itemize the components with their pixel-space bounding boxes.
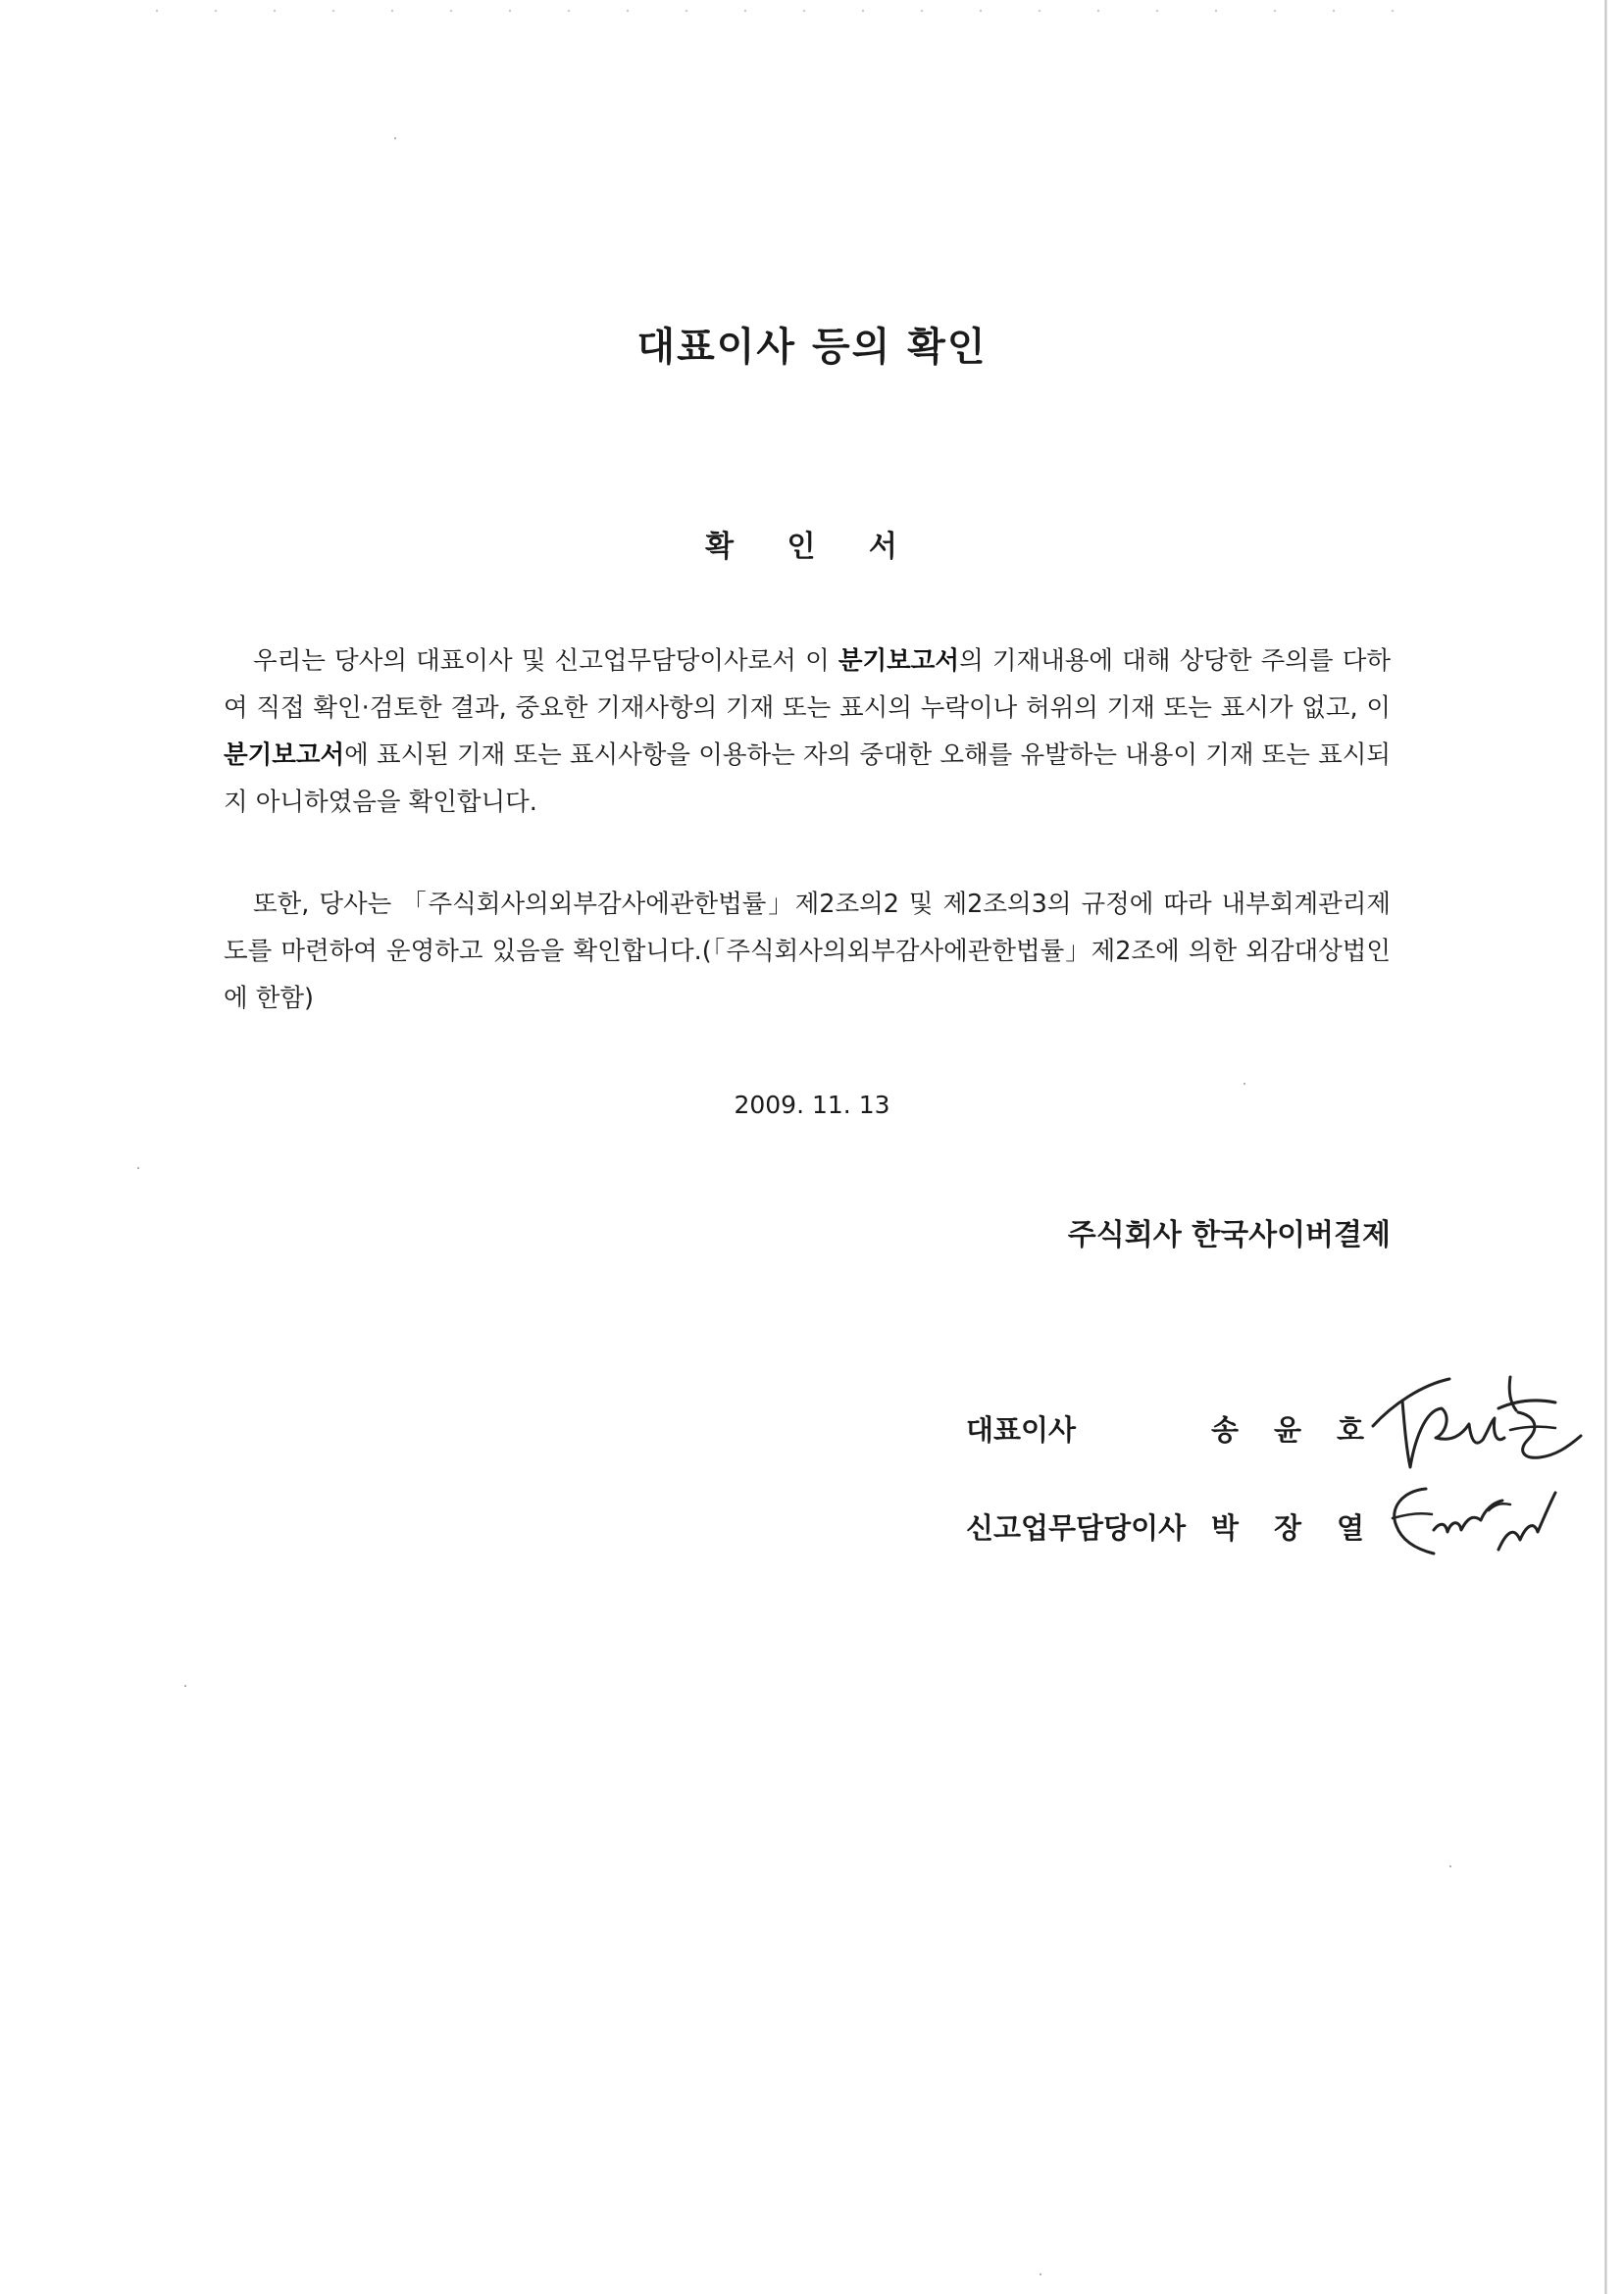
confirmation-paragraph [224,637,1391,826]
main-title: 대표이사 등의 확인 [636,325,988,370]
scan-artifact-dots [127,8,1402,14]
scan-speck [137,1167,139,1169]
internal-control-paragraph: 또한, 당사는 「주식회사의외부감사에관한법률」제2조의2 및 제2조의3의 규정에 따라 내부회계관리제도를 마련하여 운영하고 있음을 확인합니다.(「주식회사의외부감사에관한법률」제2조에 의한 외감대상법인에 한함) [224,890,1391,1013]
paragraph-text: 의 기재내용에 대해 상당한 주의를 다하여 직접 확인·검토한 결과, 중요한 기재사항의 기재 또는 표시의 누락이나 허위의 기재 또는 표시가 없고, 이 [224,646,1391,723]
handwritten-signature [1383,1471,1559,1579]
scan-speck [184,1685,186,1687]
scan-speck [394,137,396,139]
signatory-name: 송윤호 [1211,1413,1400,1447]
signatory-role: 대표이사 [966,1413,1077,1447]
handwritten-signature [1363,1365,1589,1483]
document-date: 2009. 11. 13 [734,1091,890,1119]
scan-speck [1449,1865,1451,1867]
sub-title: 확 인 서 [705,530,919,564]
report-name-bold: 분기보고서 [224,740,345,770]
signatory-role: 신고업무담당이사 [966,1511,1187,1545]
paragraph-text: 우리는 당사의 대표이사 및 신고업무담당이사로서 이 [253,646,838,676]
scan-speck [1040,2273,1041,2275]
paragraph-text: 에 표시된 기재 또는 표시사항을 이용하는 자의 중대한 오해를 유발하는 내용이 기재 또는 표시되지 아니하였음을 확인합니다. [224,740,1391,817]
signatory-name: 박장열 [1211,1511,1400,1545]
company-name: 주식회사 한국사이버결제 [1067,1218,1391,1252]
scan-speck [1243,1083,1245,1085]
report-name-bold: 분기보고서 [837,646,960,676]
